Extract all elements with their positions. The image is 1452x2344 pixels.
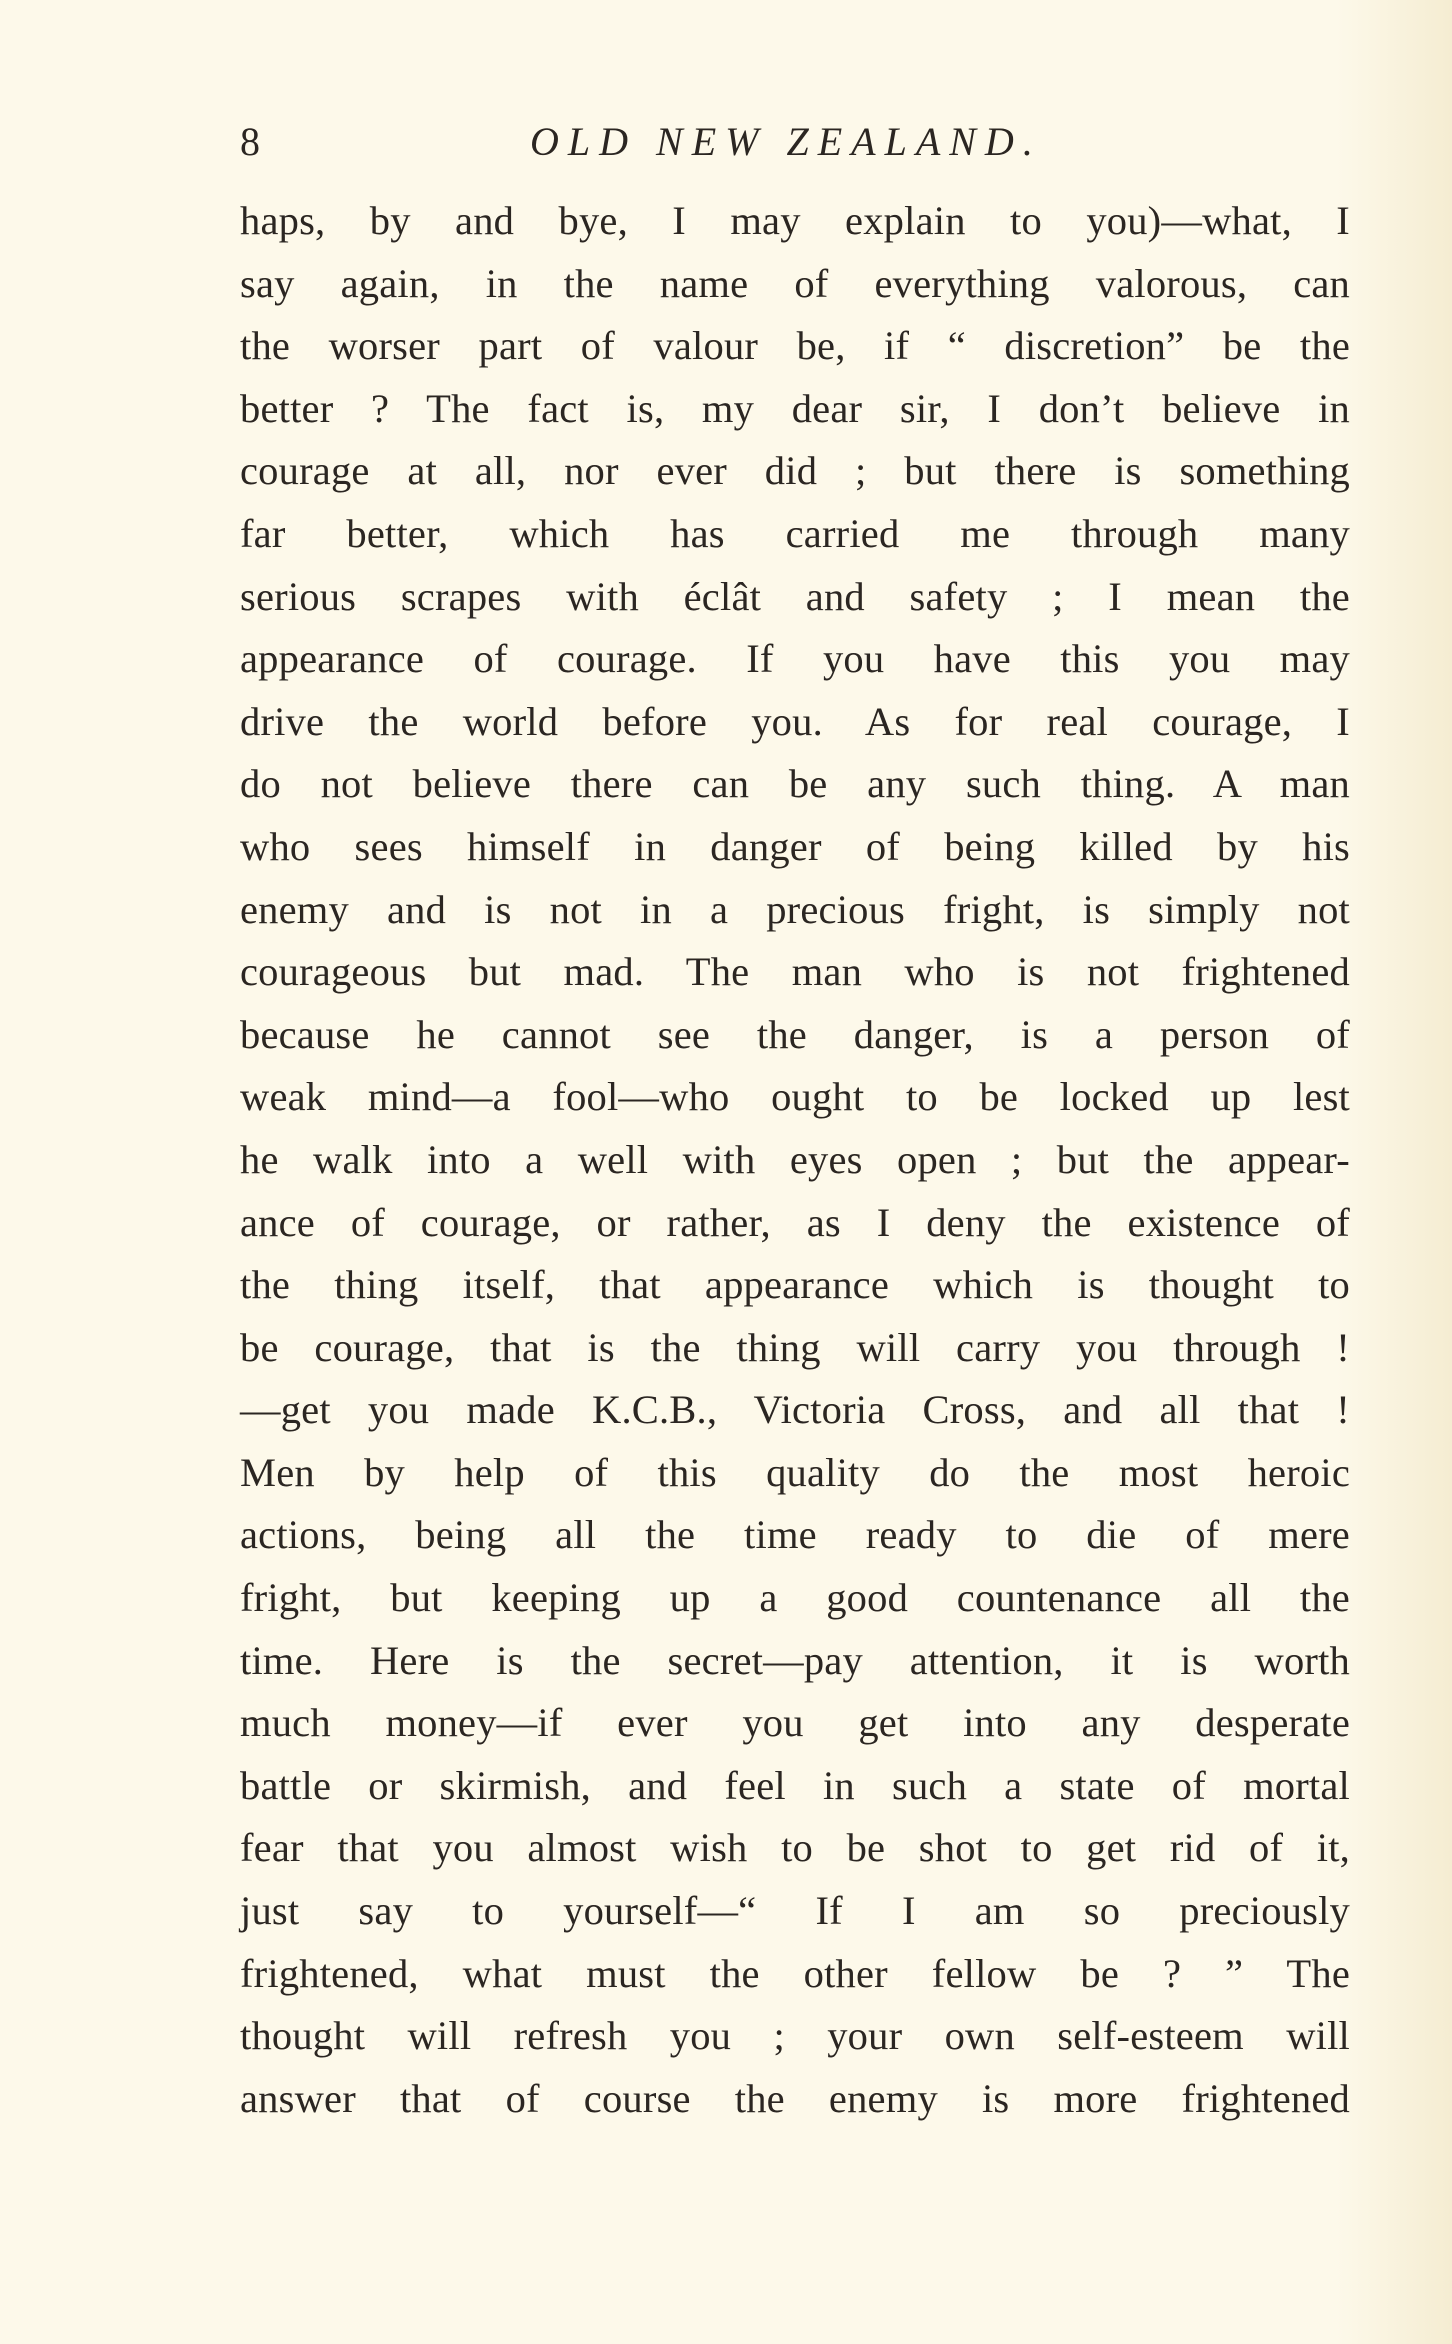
text-line: appearance of courage. If you have this you may bbox=[240, 636, 1350, 682]
text-line: thought will refresh you ; your own self-esteem will bbox=[240, 2013, 1350, 2059]
running-title: OLD NEW ZEALAND. bbox=[530, 119, 1042, 164]
text-line: far better, which has carried me through many bbox=[240, 510, 1350, 556]
text-line: battle or skirmish, and feel in such a state of mortal bbox=[240, 1762, 1350, 1808]
text-line: answer that of course the enemy is more frightened bbox=[240, 2075, 1350, 2121]
text-line: fright, but keeping up a good countenance all the bbox=[240, 1575, 1350, 1621]
text-line: just say to yourself—“ If I am so preciously bbox=[240, 1888, 1350, 1934]
text-line: courage at all, nor ever did ; but there is something bbox=[240, 448, 1350, 494]
text-line: the worser part of valour be, if “ discretion” be the bbox=[240, 323, 1350, 369]
text-line: ance of courage, or rather, as I deny the existence of bbox=[240, 1199, 1350, 1245]
text-line: weak mind—a fool—who ought to be locked up lest bbox=[240, 1074, 1350, 1120]
text-line: frightened, what must the other fellow be ? ” The bbox=[240, 1950, 1350, 1996]
text-line: courageous but mad. The man who is not frightened bbox=[240, 949, 1350, 995]
text-line: much money—if ever you get into any desperate bbox=[240, 1700, 1350, 1746]
text-line: Men by help of this quality do the most heroic bbox=[240, 1449, 1350, 1495]
text-line: who sees himself in danger of being killed by his bbox=[240, 823, 1350, 869]
text-line: because he cannot see the danger, is a person of bbox=[240, 1011, 1350, 1057]
page-header bbox=[240, 112, 1350, 172]
text-line: —get you made K.C.B., Victoria Cross, and all that ! bbox=[240, 1387, 1350, 1433]
text-line: say again, in the name of everything valorous, can bbox=[240, 260, 1350, 306]
text-line: enemy and is not in a precious fright, is simply not bbox=[240, 886, 1350, 932]
text-line: better ? The fact is, my dear sir, I don’t believe in bbox=[240, 385, 1350, 431]
text-line: drive the world before you. As for real courage, I bbox=[240, 698, 1350, 744]
page-number: 8 bbox=[240, 119, 260, 164]
text-line: the thing itself, that appearance which is thought to bbox=[240, 1262, 1350, 1308]
text-line: be courage, that is the thing will carry you through ! bbox=[240, 1324, 1350, 1370]
text-line: do not believe there can be any such thing. A man bbox=[240, 761, 1350, 807]
text-line: haps, by and bye, I may explain to you)—what, I bbox=[240, 198, 1350, 243]
text-line: actions, being all the time ready to die of mere bbox=[240, 1512, 1350, 1558]
text-line: time. Here is the secret—pay attention, it is worth bbox=[240, 1637, 1350, 1683]
body-text bbox=[240, 190, 1350, 2130]
text-line: fear that you almost wish to be shot to get rid of it, bbox=[240, 1825, 1350, 1871]
text-line: he walk into a well with eyes open ; but the appear- bbox=[240, 1136, 1350, 1182]
text-line: serious scrapes with éclât and safety ; I mean the bbox=[240, 573, 1350, 619]
